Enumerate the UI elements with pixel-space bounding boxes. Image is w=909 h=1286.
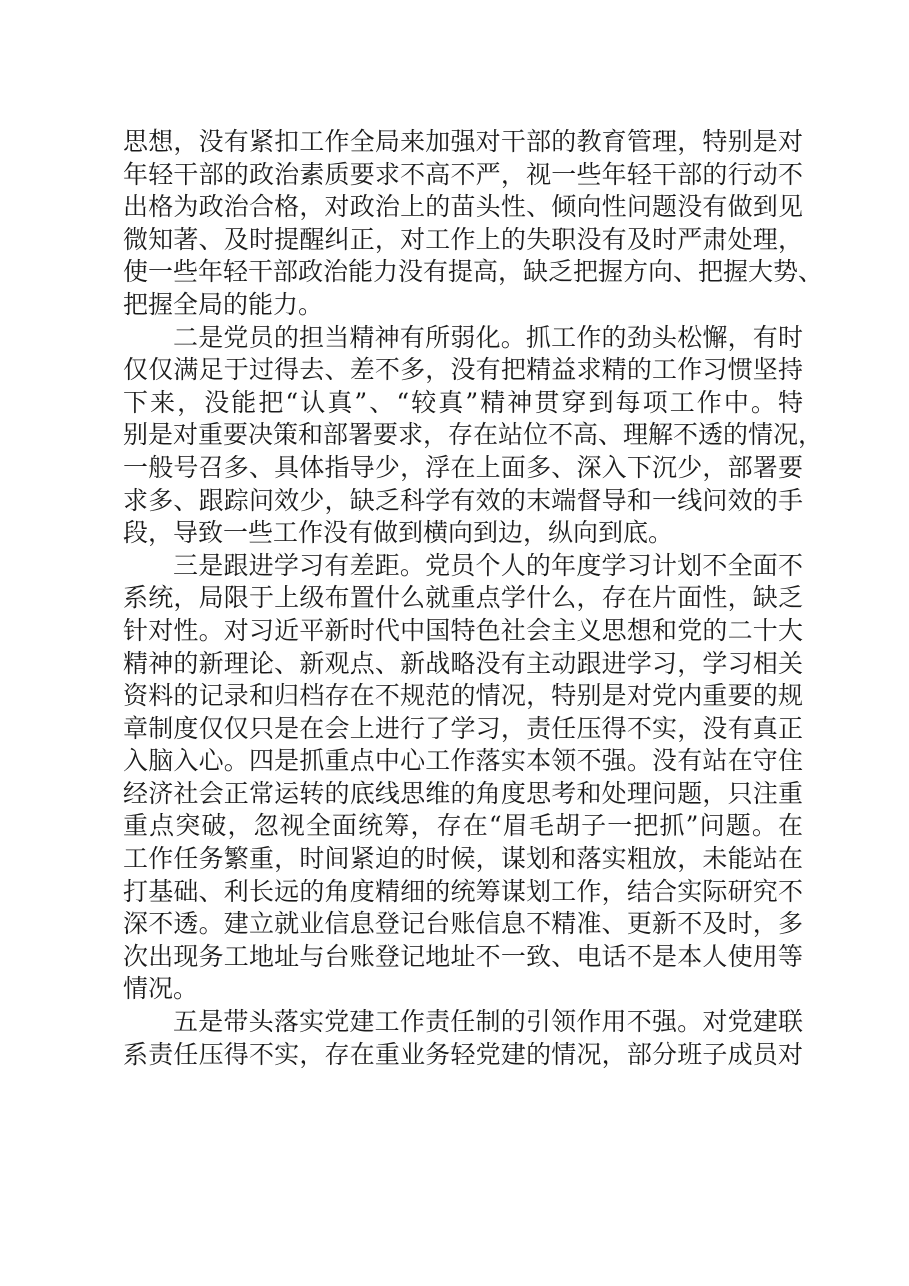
text-line: 重点突破，忽视全面统筹，存在“眉毛胡子一把抓”问题。在 (123, 811, 803, 841)
text-line: 五是带头落实党建工作责任制的引领作用不强。对党建联 (173, 1007, 803, 1037)
text-line: 系统，局限于上级布置什么就重点学什么，存在片面性，缺乏 (123, 583, 803, 613)
text-line: 系责任压得不实，存在重业务轻党建的情况，部分班子成员对 (123, 1039, 803, 1069)
text-line: 思想，没有紧扣工作全局来加强对干部的教育管理，特别是对 (123, 127, 803, 156)
paragraph (123, 126, 824, 322)
text-line: 针对性。对习近平新时代中国特色社会主义思想和党的二十大 (123, 615, 803, 645)
text-line: 一般号召多、具体指导少，浮在上面多、深入下沉少，部署要 (123, 452, 803, 482)
text-line: 二是党员的担当精神有所弱化。抓工作的劲头松懈，有时 (173, 322, 803, 352)
text-line: 段，导致一些工作没有做到横向到边，纵向到底。 (123, 518, 674, 548)
text-line: 把握全局的能力。 (123, 289, 324, 319)
text-line: 仅仅满足于过得去、差不多，没有把精益求精的工作习惯坚持 (123, 355, 803, 385)
text-line: 打基础、利长远的角度精细的统筹谋划工作，结合实际研究不 (123, 876, 803, 906)
paragraph (123, 1006, 803, 1071)
text-line: 别是对重要决策和部署要求，存在站位不高、理解不透的情况， (123, 420, 824, 450)
text-line: 入脑入心。四是抓重点中心工作落实本领不强。没有站在守住 (123, 746, 803, 776)
text-line: 工作任务繁重，时间紧迫的时候，谋划和落实粗放，未能站在 (123, 844, 803, 874)
text-line: 下来，没能把“认真”、“较真”精神贯穿到每项工作中。特 (123, 387, 803, 417)
text-line: 三是跟进学习有差距。党员个人的年度学习计划不全面不 (173, 550, 803, 580)
text-line: 深不透。建立就业信息登记台账信息不精准、更新不及时，多 (123, 909, 803, 939)
text-line: 使一些年轻干部政治能力没有提高，缺乏把握方向、把握大势、 (123, 257, 824, 287)
text-line: 微知著、及时提醒纠正，对工作上的失职没有及时严肃处理， (123, 224, 803, 254)
document-body (123, 126, 824, 1071)
text-line: 精神的新理论、新观点、新战略没有主动跟进学习，学习相关 (123, 648, 803, 678)
paragraph (123, 550, 803, 1006)
text-line: 章制度仅仅只是在会上进行了学习，责任压得不实，没有真正 (123, 713, 803, 743)
text-line: 求多、跟踪问效少，缺乏科学有效的末端督导和一线问效的手 (123, 485, 803, 515)
text-line: 年轻干部的政治素质要求不高不严，视一些年轻干部的行动不 (123, 159, 803, 189)
text-line: 经济社会正常运转的底线思维的角度思考和处理问题，只注重 (123, 778, 803, 808)
text-line: 次出现务工地址与台账登记地址不一致、电话不是本人使用等 (123, 941, 803, 971)
text-line: 情况。 (123, 974, 199, 1004)
text-line: 资料的记录和归档存在不规范的情况，特别是对党内重要的规 (123, 681, 803, 711)
text-line: 出格为政治合格，对政治上的苗头性、倾向性问题没有做到见 (123, 192, 803, 222)
paragraph (123, 322, 824, 550)
